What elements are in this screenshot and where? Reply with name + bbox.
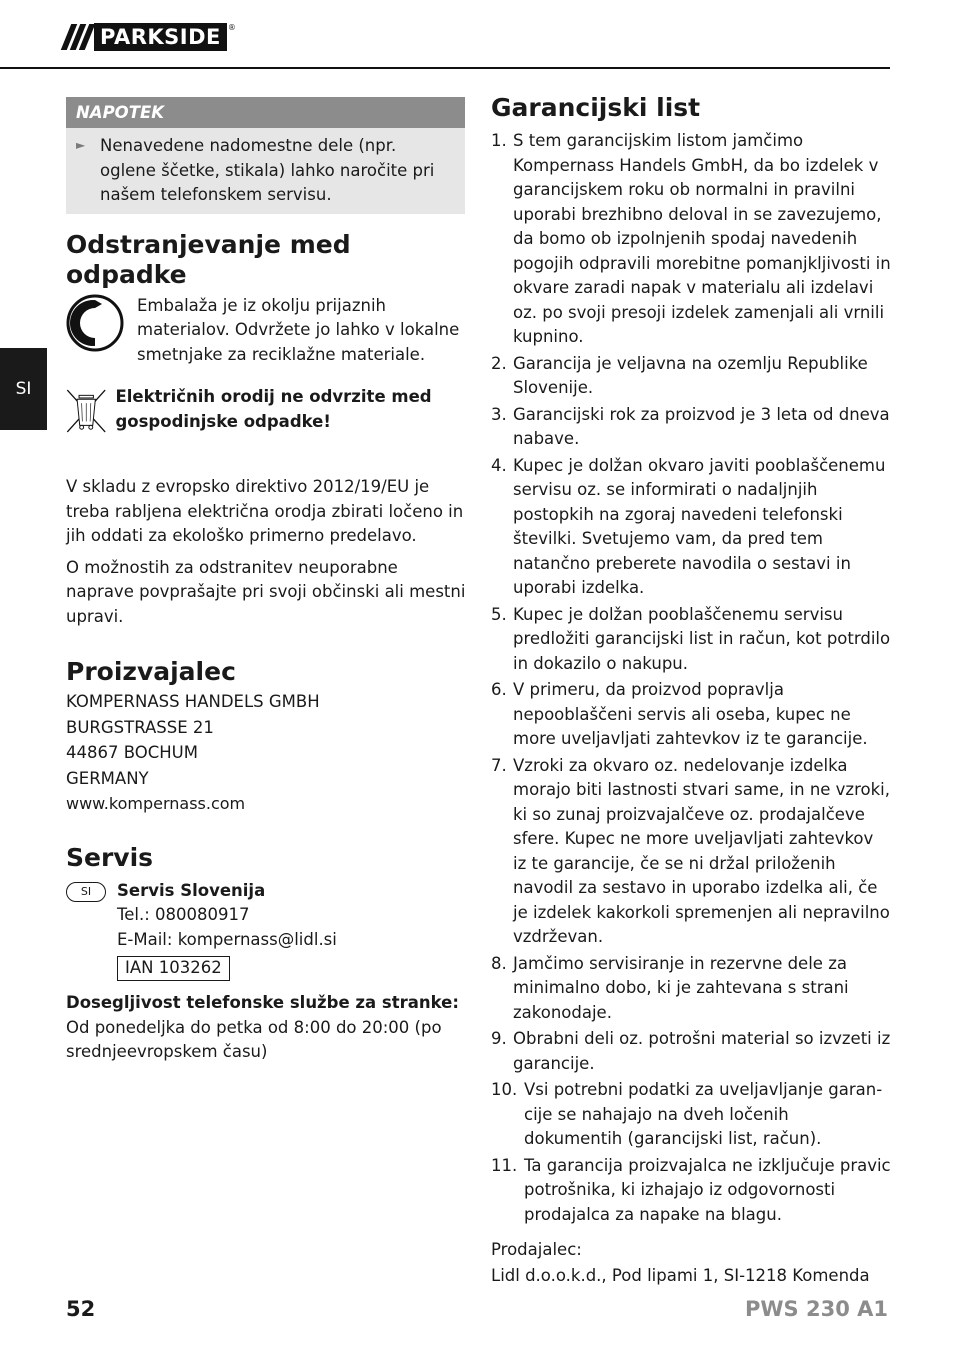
list-item [491,603,891,677]
address-line: KOMPERNASS HANDELS GMBH [66,692,320,711]
manufacturer-heading: Proizvajalec [66,657,236,686]
note-box [66,97,465,214]
service-name: Servis Slovenija [117,880,266,900]
address-line: GERMANY [66,768,149,788]
warranty-list [491,129,891,1227]
model-name: PWS 230 A1 [744,1297,888,1321]
service-phone: Tel.: 080080917 [117,905,250,924]
note-body [66,128,465,214]
item-text: Vzroki za okvaro oz. nedelovanje izdelka morajo biti lastnosti stvari same, in ne vzroki, ki so zunaj proizvajalčeve oz. prodajalčeve sfere. Kupec ne more uveljavljati zahtevkov iz te garancije, če se ni držal priloženih navodil za sestavo in uporabo izdelka ali, če je izdelek kakorkoli spremenjen ali nepravilno vzdrževan. [513,755,890,946]
item-text: Obrabni deli oz. potrošni material so izvzeti iz garancije. [513,1029,891,1073]
item-text: Kupec je dolžan pooblaščenemu servisu predložiti garancijski list in račun, kot potrdilo in dokazilo o nakupu. [513,604,891,673]
item-text: Kupec je dolžan okvaro javiti pooblaščenemu servisu oz. se informirati o nadaljnjih postopkih na zgoraj navedeni telefonski številki. Svetujemo vam, da pred tem natančno preberete navodila o sestavi in uporabi izdelka. [513,455,886,597]
item-number: 4. [491,455,507,475]
item-text: S tem garancijskim listom jamčimo Kompernass Handels GmbH, da bo izdelek v garancijskem roku ob normalni in pravilni uporabi brezhibno deloval in se zavezujemo, da bomo ob izpolnjenih spodaj navedenih pogojih odpravili morebitne pomanjkljivosti in okvare zaradi napak v materialu ali izdelavi oz. po svoji presoji izdelek zamenjali ali vrnili kupnino. [513,131,891,346]
availability-text: Od ponedeljka do petka od 8:00 do 20:00 (po srednjeevropskem času) [66,1017,442,1061]
item-text: Vsi potrebni podatki za uveljavljanje garancije se nahajajo na dveh ločenih dokumentih (garancijski list, račun). [524,1080,883,1148]
list-item [491,403,891,452]
logo-slashes-icon [66,24,90,50]
service-contact [66,879,466,982]
arrow-right-icon: ► [76,138,86,152]
list-item [491,952,891,1026]
disposal-heading: Odstranjevanje med odpadke [66,229,351,289]
packaging-text: Embalaža je iz okolju prijaznih materialov. Odvržete jo lahko v lokalne smetnjake za reciklažne materiale. [137,295,460,364]
brand-name: PARKSIDE [94,23,227,51]
list-item [491,352,891,401]
item-number: 1. [491,131,507,150]
parkside-logo [66,23,240,51]
list-item [491,1078,891,1152]
list-item [491,1027,891,1076]
seller-label: Prodajalec: [491,1240,582,1259]
service-details [117,879,337,982]
seller-info [491,1237,891,1289]
weee-info [66,377,466,445]
list-item [491,754,891,950]
item-text: Garancijski rok za proizvod je 3 leta od dneva nabave. [513,404,890,448]
page-number: 52 [66,1297,96,1321]
ian-code: IAN 103262 [117,956,230,981]
right-column [491,93,891,1289]
left-column [66,97,466,1065]
availability-label: Dosegljivost telefonske službe za stranke: [66,993,459,1012]
item-number: 6. [491,680,507,699]
address-line: BURGSTRASSE 21 [66,717,214,737]
item-number: 7. [491,755,507,775]
item-number: 9. [491,1029,507,1048]
country-badge: SI [66,882,106,902]
item-number: 5. [491,604,507,624]
note-title: NAPOTEK [66,97,465,128]
item-number: 8. [491,953,507,973]
list-item [491,678,891,752]
website-link[interactable]: www.kompernass.com [66,794,246,813]
list-item [491,129,891,350]
weee-warning: Električnih orodij ne odvrzite med gospodinjske odpadke! [115,387,432,431]
directive-text: V skladu z evropsko direktivo 2012/19/EU je treba rabljena električna orodja zbirati ločeno in jih oddati za ekološko primerno predelavo. [66,477,464,545]
address-line: 44867 BOCHUM [66,743,198,762]
item-number: 2. [491,353,507,373]
list-item [491,1154,891,1228]
item-text: V primeru, da proizvod popravlja nepooblaščeni servis ali oseba, kupec ne more uveljavljati zahtevkov iz te garancije. [513,680,868,748]
seller-address: Lidl d.o.o.k.d., Pod lipami 1, SI-1218 Komenda [491,1266,870,1285]
item-text: Jamčimo servisiranje in rezervne dele za minimalno dobo, ki je zahtevana s strani zakonodaje. [513,953,849,1022]
packaging-info [66,294,466,368]
item-number: 11. [491,1155,518,1175]
list-item [491,454,891,601]
manufacturer-address [66,689,466,817]
municipal-text: O možnostih za odstranitev neuporabne naprave povprašajte pri svoji občinski ali mestni upravi. [66,557,466,626]
note-text: Nenavedene nadomestne dele (npr. oglene ščetke, stikala) lahko naročite pri našem telefonskem servisu. [100,136,435,204]
hotline-availability [66,991,466,1065]
item-number: 3. [491,404,507,424]
item-number: 10. [491,1080,518,1099]
service-heading: Servis [66,842,154,872]
language-tab: SI [0,348,47,430]
warranty-heading: Garancijski list [491,93,701,122]
crossed-bin-icon [66,377,106,445]
registered-mark: ® [227,23,236,32]
header-divider [0,67,890,69]
green-dot-recycling-icon [66,294,124,352]
item-text: Garancija je veljavna na ozemlju Republike Slovenije. [513,353,868,397]
service-email: E-Mail: kompernass@lidl.si [117,929,337,949]
item-text: Ta garancija proizvajalca ne izključuje pravic potrošnika, ki izhajajo iz odgovornosti prodajalca za napake na blagu. [524,1155,891,1224]
